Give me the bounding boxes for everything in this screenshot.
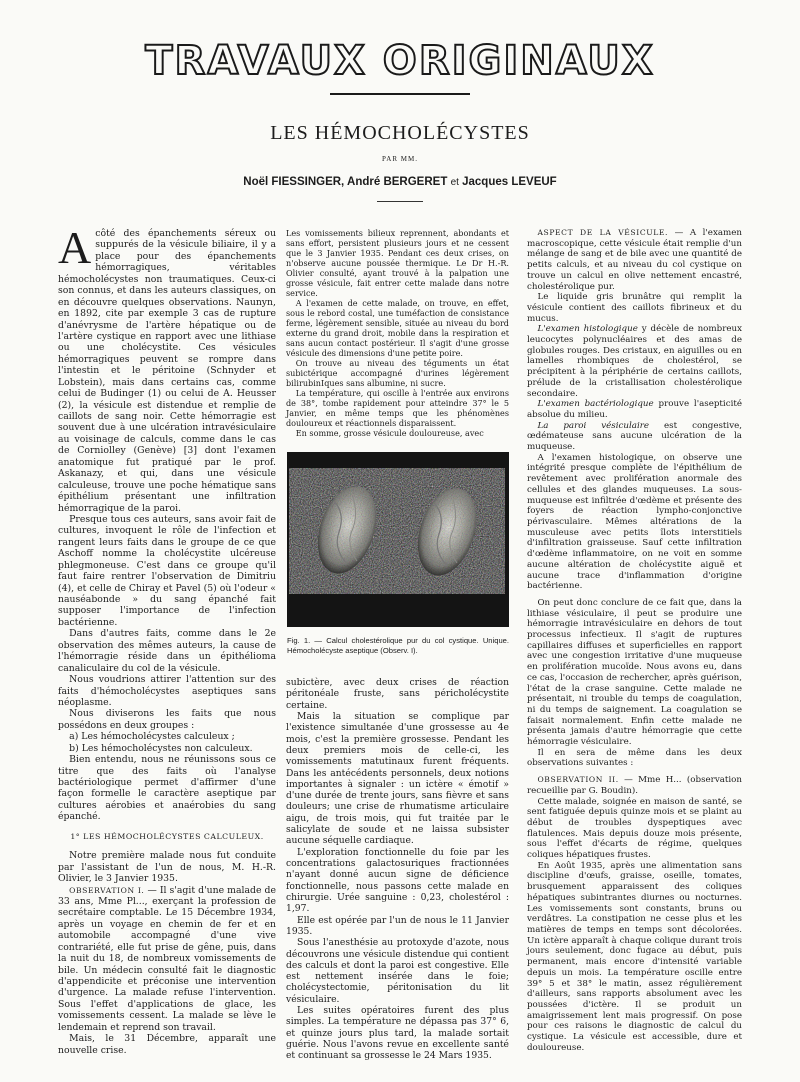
paragraph: L'examen bactériologique prouve l'asepticité absolue du milieu.	[527, 399, 742, 420]
journal-title: TRAVAUX ORIGINAUX	[145, 38, 655, 84]
paragraph: Presque tous ces auteurs, sans avoir fait de cultures, invoquent le rôle de l'infection et rangent leurs faits dans le groupe de ce que Aschoff nomme la cholécystite ulcéreuse phlegmoneuse. C'est dans ce groupe qu'il faut faire rentrer l'observation de Dimitriu (4), et celle de Chiray et Pavel (5) où l'odeur « nauséabonde » du sang épanché fait supposer l'importance de l'infection bactérienne.	[58, 513, 276, 628]
gallstone-image	[287, 452, 509, 627]
paragraph: La paroi vésiculaire est congestive, œdémateuse sans aucune ulcération de la muqueuse.	[527, 420, 743, 453]
paragraph: A l'examen histologique, on observe une intégrité presque complète de l'épithélium de revêtement avec prolifération anormale des cellules et des glandes muqueuses. La sous-muqueuse est infiltrée d'œdème et présente des foyers de réaction lympho-conjonctive périvasculaire. Mêmes altérations de la musculeuse avec petits îlots interstitiels d'infiltration graisseuse. Sauf cette infiltration d'œdème inflammatoire, on ne voit en somme aucune altération de cholécystite aiguë et aucune trace d'inflammation d'origine bactérienne.	[527, 452, 742, 592]
observation-label: OBSERVATION I.	[69, 885, 145, 895]
drop-cap: A	[58, 222, 92, 273]
paragraph: La température, qui oscille à l'entrée aux environs de 38°, tombe rapidement pour atteindre 37° le 5 Janvier, en même temps que les phénomènes douloureux et réactionnels disparaissent.	[286, 387, 509, 428]
paragraph: Dans d'autres faits, comme dans le 2e observation des mêmes auteurs, la cause de l'hémorragie réside dans un épithélioma canaliculaire du col de la vésicule.	[58, 628, 276, 674]
paragraph: Sous l'anesthésie au protoxyde d'azote, nous découvrons une vésicule distendue qui contient des calculs et dont la paroi est congestive. Elle est nettement insérée dans le foie; cholécystectomie, péritonisation du lit vésiculaire.	[286, 937, 509, 1005]
par-mm: PAR MM.	[382, 155, 418, 163]
paragraph: A l'examen de cette malade, on trouve, en effet, sous le rebord costal, une tuméfaction de consistance ferme, légèrement sensible, située au niveau du bord externe du grand droit, mobile dans la respiration et sans aucun contact postérieur. Il s'agit d'une grosse vésicule des dimensions d'une petite poire.	[286, 297, 509, 358]
paragraph: Les vomissements bilieux reprennent, abondants et sans effort, persistent plusieurs jours et ne cessent que le 3 Janvier 1935. Pendant ces deux crises, on n'observe aucune poussée thermique. Le Dr H.-R. Olivier consulté, ayant trouvé à la palpation une grosse vésicule, fait entrer cette malade dans notre service.	[286, 228, 509, 298]
paragraph: On trouve au niveau des téguments un état subictérique accompagné d'urines légèrement bilirubinIques sans albumine, ni sucre.	[286, 357, 509, 388]
list-item: a) Les hémocholécystes calculeux ;	[69, 731, 235, 743]
paragraph: Le liquide gris brunâtre qui remplit la vésicule contient des caillots fibrineux et du mucus.	[527, 292, 742, 324]
bact-label: L'examen bactériologique	[537, 399, 654, 410]
paragraph: OBSERVATION I. — Il s'agit d'une malade de 33 ans, Mme Pl..., exerçant la profession de secrétaire comptable. Le 15 Décembre 1934, après un voyage en chemin de fer et en automobile accompagné d'une vive contrariété, elle fut prise de gêne, puis, dans la nuit du 18, de nombreux vomissements de bile. Un médecin consulté fait le diagnostic d'appendicite et préconise une intervention d'urgence. La malade refuse l'intervention. Sous l'effet d'applications de glace, les vomissements cessent. La malade se lève le lendemain et reprend son travail.	[58, 884, 276, 1033]
paragraph: En Août 1935, après une alimentation sans discipline d'œufs, graisse, oseille, tomates, brusquement apparaissent des coliques hépatiques subintrantes diurnes ou nocturnes. Les vomissements sont constants, bruns ou verdâtres. La constipation ne cesse plus et les matières de temps en temps sont décolorées. Un ictère apparaît à chaque colique durant trois jours seulement, donc fugace au début, puis permanent, mais encore d'intensité variable depuis un mois. La température oscille entre 39° 5 et 38° le matin, assez régulièrement d'ailleurs, sans rapports absolument avec les poussées d'ictère. Il se produit un amaigrissement lent mais progressif. On pose pour ces raisons le diagnostic de calcul du cystique. La vésicule est accessible, dure et douloureuse.	[527, 860, 742, 1053]
paragraph: ASPECT DE LA VÉSICULE. — A l'examen macroscopique, cette vésicule était remplie d'un mélange de sang et de bile avec une quantité de petits calculs, et au niveau du col cystique on trouve un calcul en olive nettement encastré, cholestérolique pur.	[527, 228, 742, 292]
paragraph: Bien entendu, nous ne réunissons sous ce titre que des faits où l'analyse bactériologique permet d'affirmer d'une façon formelle le caractère aseptique par cultures aérobies et anaérobies du sang épanché.	[58, 754, 276, 823]
paragraph: subictère, avec deux crises de réaction péritonéale fruste, sans péricholécystite certaine.	[286, 677, 509, 711]
paragraph: Nous voudrions attirer l'attention sur des faits d'hémocholécystes aseptiques sans néoplasme.	[58, 674, 276, 708]
article-title: LES HÉMOCHOLÉCYSTES	[270, 122, 530, 144]
author-bergeret: André BERGERET	[347, 176, 448, 188]
author-fiessinger: Noël FIESSINGER,	[243, 176, 345, 188]
authors	[0, 176, 800, 188]
authors-et: et	[450, 177, 459, 188]
list-item: b) Les hémocholécystes non calculeux.	[69, 742, 253, 754]
aspect-label: ASPECT DE LA VÉSICULE.	[537, 228, 669, 237]
column-2-bottom	[286, 677, 509, 1062]
paroi-label: La paroi vésiculaire	[537, 420, 650, 431]
observation-label: OBSERVATION II.	[537, 775, 619, 785]
paragraph: Mais la situation se complique par l'existence simultanée d'une grossesse au 4e mois, c'est la première grossesse. Pendant les deux premiers mois de celle-ci, les vomissements matutinaux furent fréquents. Dans les antécédents personnels, deux notions importantes à signaler : un ictère « émotif » d'une durée de trente jours, sans fièvre et sans douleurs; une crise de rhumatisme articulaire aigu, de trois mois, qui fut traitée par le salicylate de soude et ne laissa subsister aucune séquelle cardiaque.	[286, 710, 509, 847]
paragraph: L'exploration fonctionnelle du foie par les concentrations galactosuriques fractionnées n'ayant donné aucun signe de déficience fonctionnelle, nous passons cette malade en chirurgie. Urée sanguine : 0,23, cholestérol : 1,97.	[286, 846, 509, 915]
paragraph: Elle est opérée par l'un de nous le 11 Janvier 1935.	[286, 914, 509, 937]
paragraph: Cette malade, soignée en maison de santé, se sent fatiguée depuis quinze mois et se plaint au début de troubles dyspeptiques avec flatulences. Mais depuis douze mois présente, sous l'effet d'écarts de régime, quelques coliques hépatiques frustes.	[527, 796, 742, 861]
section-heading: 1° LES HÉMOCHOLÉCYSTES CALCULEUX.	[70, 831, 264, 841]
histo-label: L'examen histologique	[537, 324, 638, 335]
paragraph: Mais, le 31 Décembre, apparaît une nouvelle crise.	[58, 1033, 276, 1056]
paragraph: OBSERVATION II. — Mme H... (observation recueillie par G. Boudin).	[527, 775, 743, 796]
paragraph: Acôté des épanchements séreux ou suppurés de la vésicule biliaire, il y a place pour des épanchements hémorragiques, véritables hémocholécystes non traumatiques. Ceux-ci son connus, et dans les auteurs classiques, on en découvre quelques observations. Naunyn, en 1892, cite par exemple 3 cas de rupture d'anévrysme de l'artère hépatique ou de l'artère cystique en rapport avec une lithiase ou une cholécystite. Ces vésicules hémorragiques peuvent se rompre dans l'intestin et le péritoine (Schnyder et Lobstein), mais dans certains cas, comme celui de Budinger (1) ou celui de A. Heusser (2), la vésicule est distendue et remplie de caillots de sang noir. Cette hémorragie est souvent due à une ulcération intravésiculaire au voisinage de calculs, comme dans le cas de Corniolley (Genève) [3] dont l'examen anatomique fut pratiqué par le prof. Askanazy, et qui, dans une vésicule calculeuse, trouve une poche hématique sans épithélium présentant une infiltration hémorragique de la paroi.	[58, 222, 276, 514]
paragraph: On peut donc conclure de ce fait que, dans la lithiase vésiculaire, il peut se produire une hémorragie intravésiculaire en dehors de tout processus infectieux. Il s'agit de ruptures capillaires diffuses et superficielles en rapport avec une congestion irritative d'une muqueuse en prolifération mucoïde. Nous avons eu, dans ce cas, l'occasion de rechercher, après guérison, l'état de la crase sanguine. Cette malade ne présentait, ni trouble du temps de coagulation, ni du temps de saignement. La coagulation se faisait normalement. Enfin cette malade ne présenta jamais d'autre hémorragie que cette hémorragie vésiculaire.	[527, 597, 742, 748]
paragraph: Nous diviserons les faits que nous possédons en deux groupes :	[58, 708, 276, 731]
author-leveuf: Jacques LEVEUF	[462, 176, 557, 188]
paragraph: Notre première malade nous fut conduite par l'assistant de l'un de nous, M. H.-R. Olivier, le 3 Janvier 1935.	[58, 850, 276, 885]
figure-gallstone-photo	[287, 452, 509, 627]
paragraph: L'examen histologique y décèle de nombreux leucocytes polynucléaires et des amas de globules rouges. Des cristaux, en aiguilles ou en lamelles rhombiques de cholestérol, se précipitent à la périphérie de certains caillots, prélude de la cristallisation cholestérolique secondaire.	[527, 324, 742, 399]
column-2-top	[286, 228, 509, 438]
paragraph: Les suites opératoires furent des plus simples. La température ne dépassa pas 37° 6, et quinze jours plus tard, la malade sortait guérie. Nous l'avons revue en excellente santé et continuant sa grossesse le 24 Mars 1935.	[286, 1005, 509, 1062]
title-rule	[330, 93, 470, 95]
paragraph: Il en sera de même dans les deux observations suivantes :	[527, 747, 742, 769]
column-3	[527, 228, 742, 1053]
column-1	[58, 222, 276, 1056]
authors-rule	[377, 201, 423, 202]
paragraph: En somme, grosse vésicule douloureuse, avec	[295, 427, 484, 438]
figure-caption: Fig. 1. — Calcul cholestérolique pur du col cystique. Unique. Hémocholécyste aseptique (Observ. I).	[287, 636, 509, 655]
